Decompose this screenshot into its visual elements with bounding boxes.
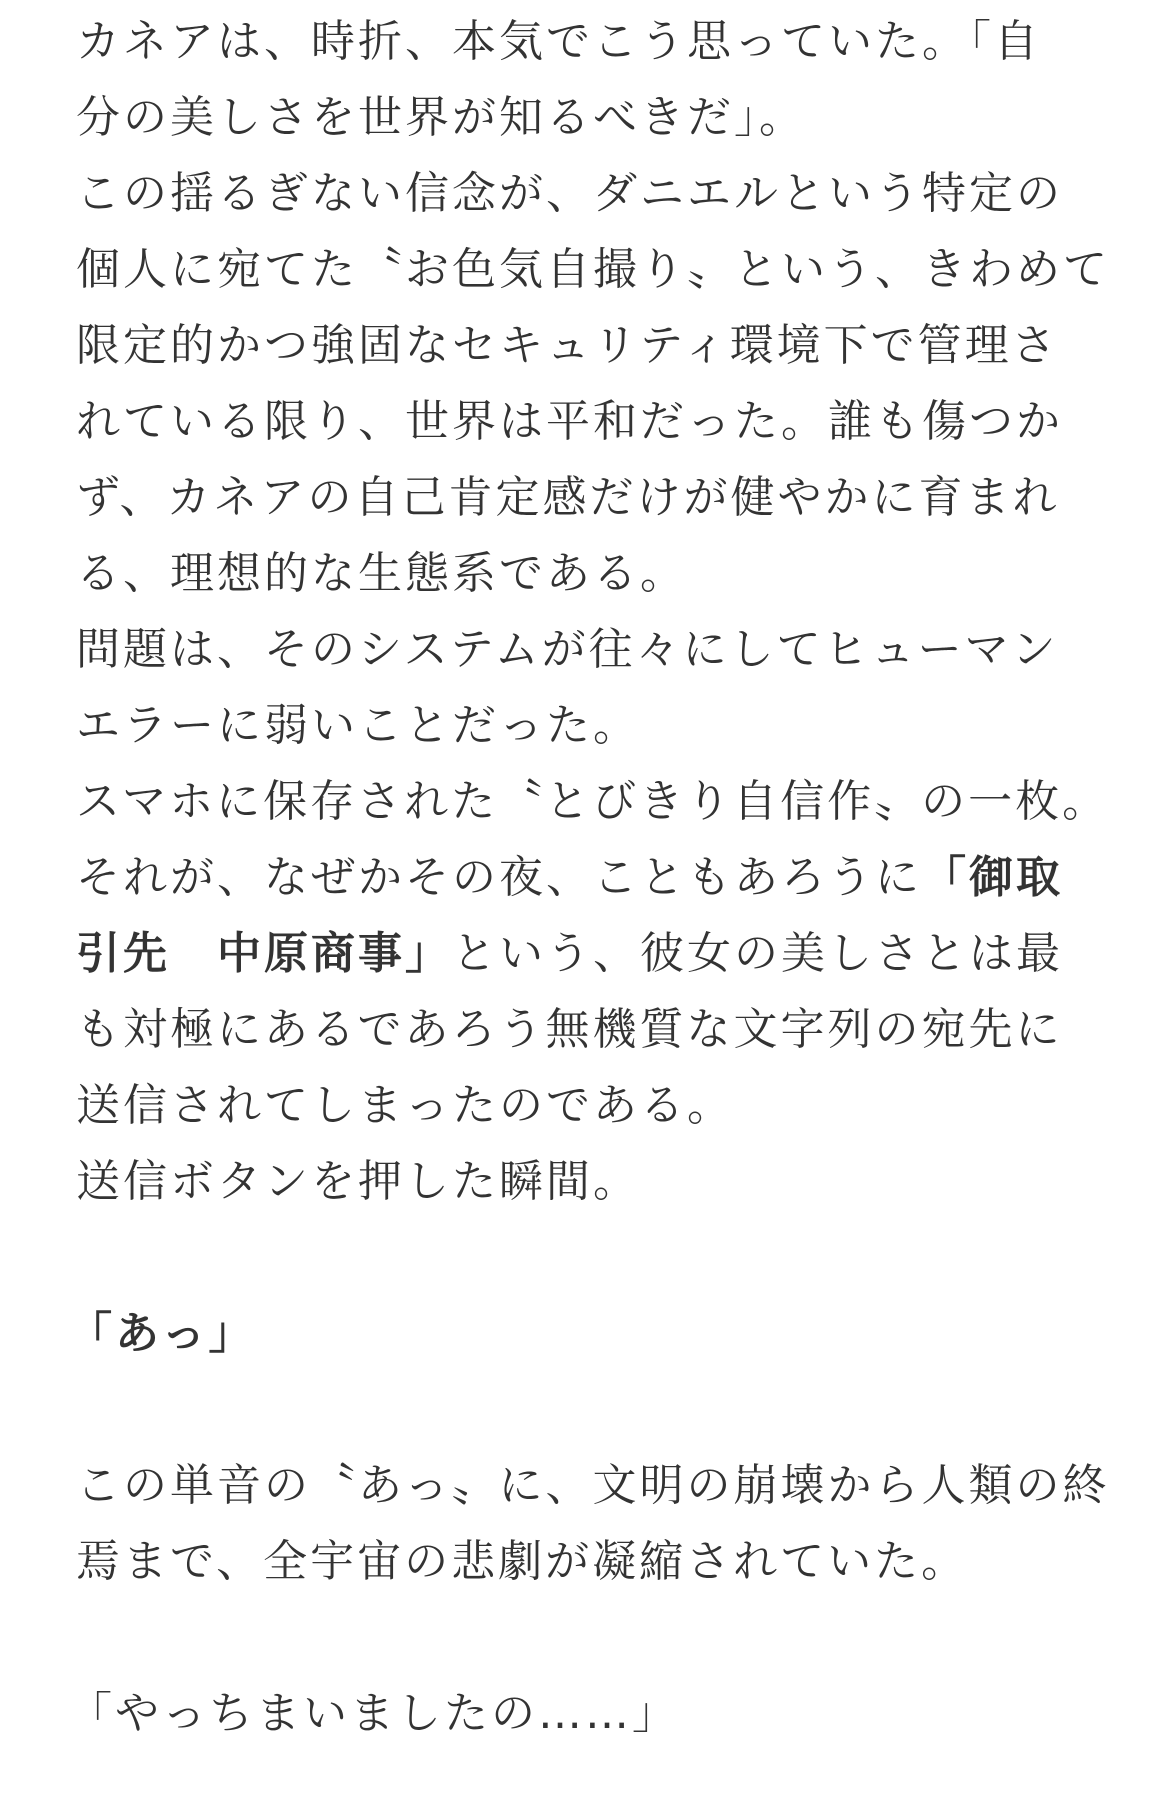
text-line: る、理想的な生態系である。	[76, 548, 687, 599]
final-quote-line: 「やっちまいましたの……」	[68, 1688, 679, 1739]
paragraph-gap	[76, 1220, 1096, 1296]
text-line: スマホに保存された〝とびきり自信作〟の一枚。	[76, 776, 1110, 827]
text-line	[76, 840, 1096, 916]
text-line: 限定的かつ強固なセキュリティ環境下で管理さ	[76, 320, 1059, 371]
text-line: 送信ボタンを押した瞬間。	[76, 1156, 640, 1207]
text-segment: それが、なぜかその夜、こともあろうに	[76, 852, 922, 903]
text-line: 分の美しさを世界が知るべきだ」。	[76, 92, 806, 143]
exclamation-line: 「あっ」	[68, 1308, 256, 1359]
text-line: エラーに弱いことだった。	[76, 700, 640, 751]
paragraph-gap	[76, 1600, 1096, 1676]
text-line: ず、カネアの自己肯定感だけが健やかに育まれ	[76, 472, 1060, 523]
text-segment: という、彼女の美しさとは最	[452, 928, 1063, 979]
paragraph-gap	[76, 1372, 1096, 1448]
article-body	[68, 4, 1110, 1752]
text-line: も対極にあるであろう無機質な文字列の宛先に	[76, 1004, 1063, 1055]
text-line: 送信されてしまったのである。	[76, 1080, 734, 1131]
text-line: 焉まで、全宇宙の悲劇が凝縮されていた。	[76, 1536, 969, 1587]
text-line: れている限り、世界は平和だった。誰も傷つか	[76, 396, 1063, 447]
text-line: この単音の〝あっ〟に、文明の崩壊から人類の終	[76, 1460, 1110, 1511]
text-line: この揺るぎない信念が、ダニエルという特定の	[76, 168, 1063, 219]
text-line: 問題は、そのシステムが往々にしてヒューマン	[76, 624, 1059, 675]
bold-company-name-start: 「御取	[922, 852, 1063, 903]
text-line	[76, 916, 1096, 992]
text-line: カネアは、時折、本気でこう思っていた。「自	[76, 16, 1041, 67]
text-line: 個人に宛てた〝お色気自撮り〟という、きわめて	[76, 244, 1110, 295]
bold-company-name-end: 引先 中原商事」	[76, 928, 452, 979]
